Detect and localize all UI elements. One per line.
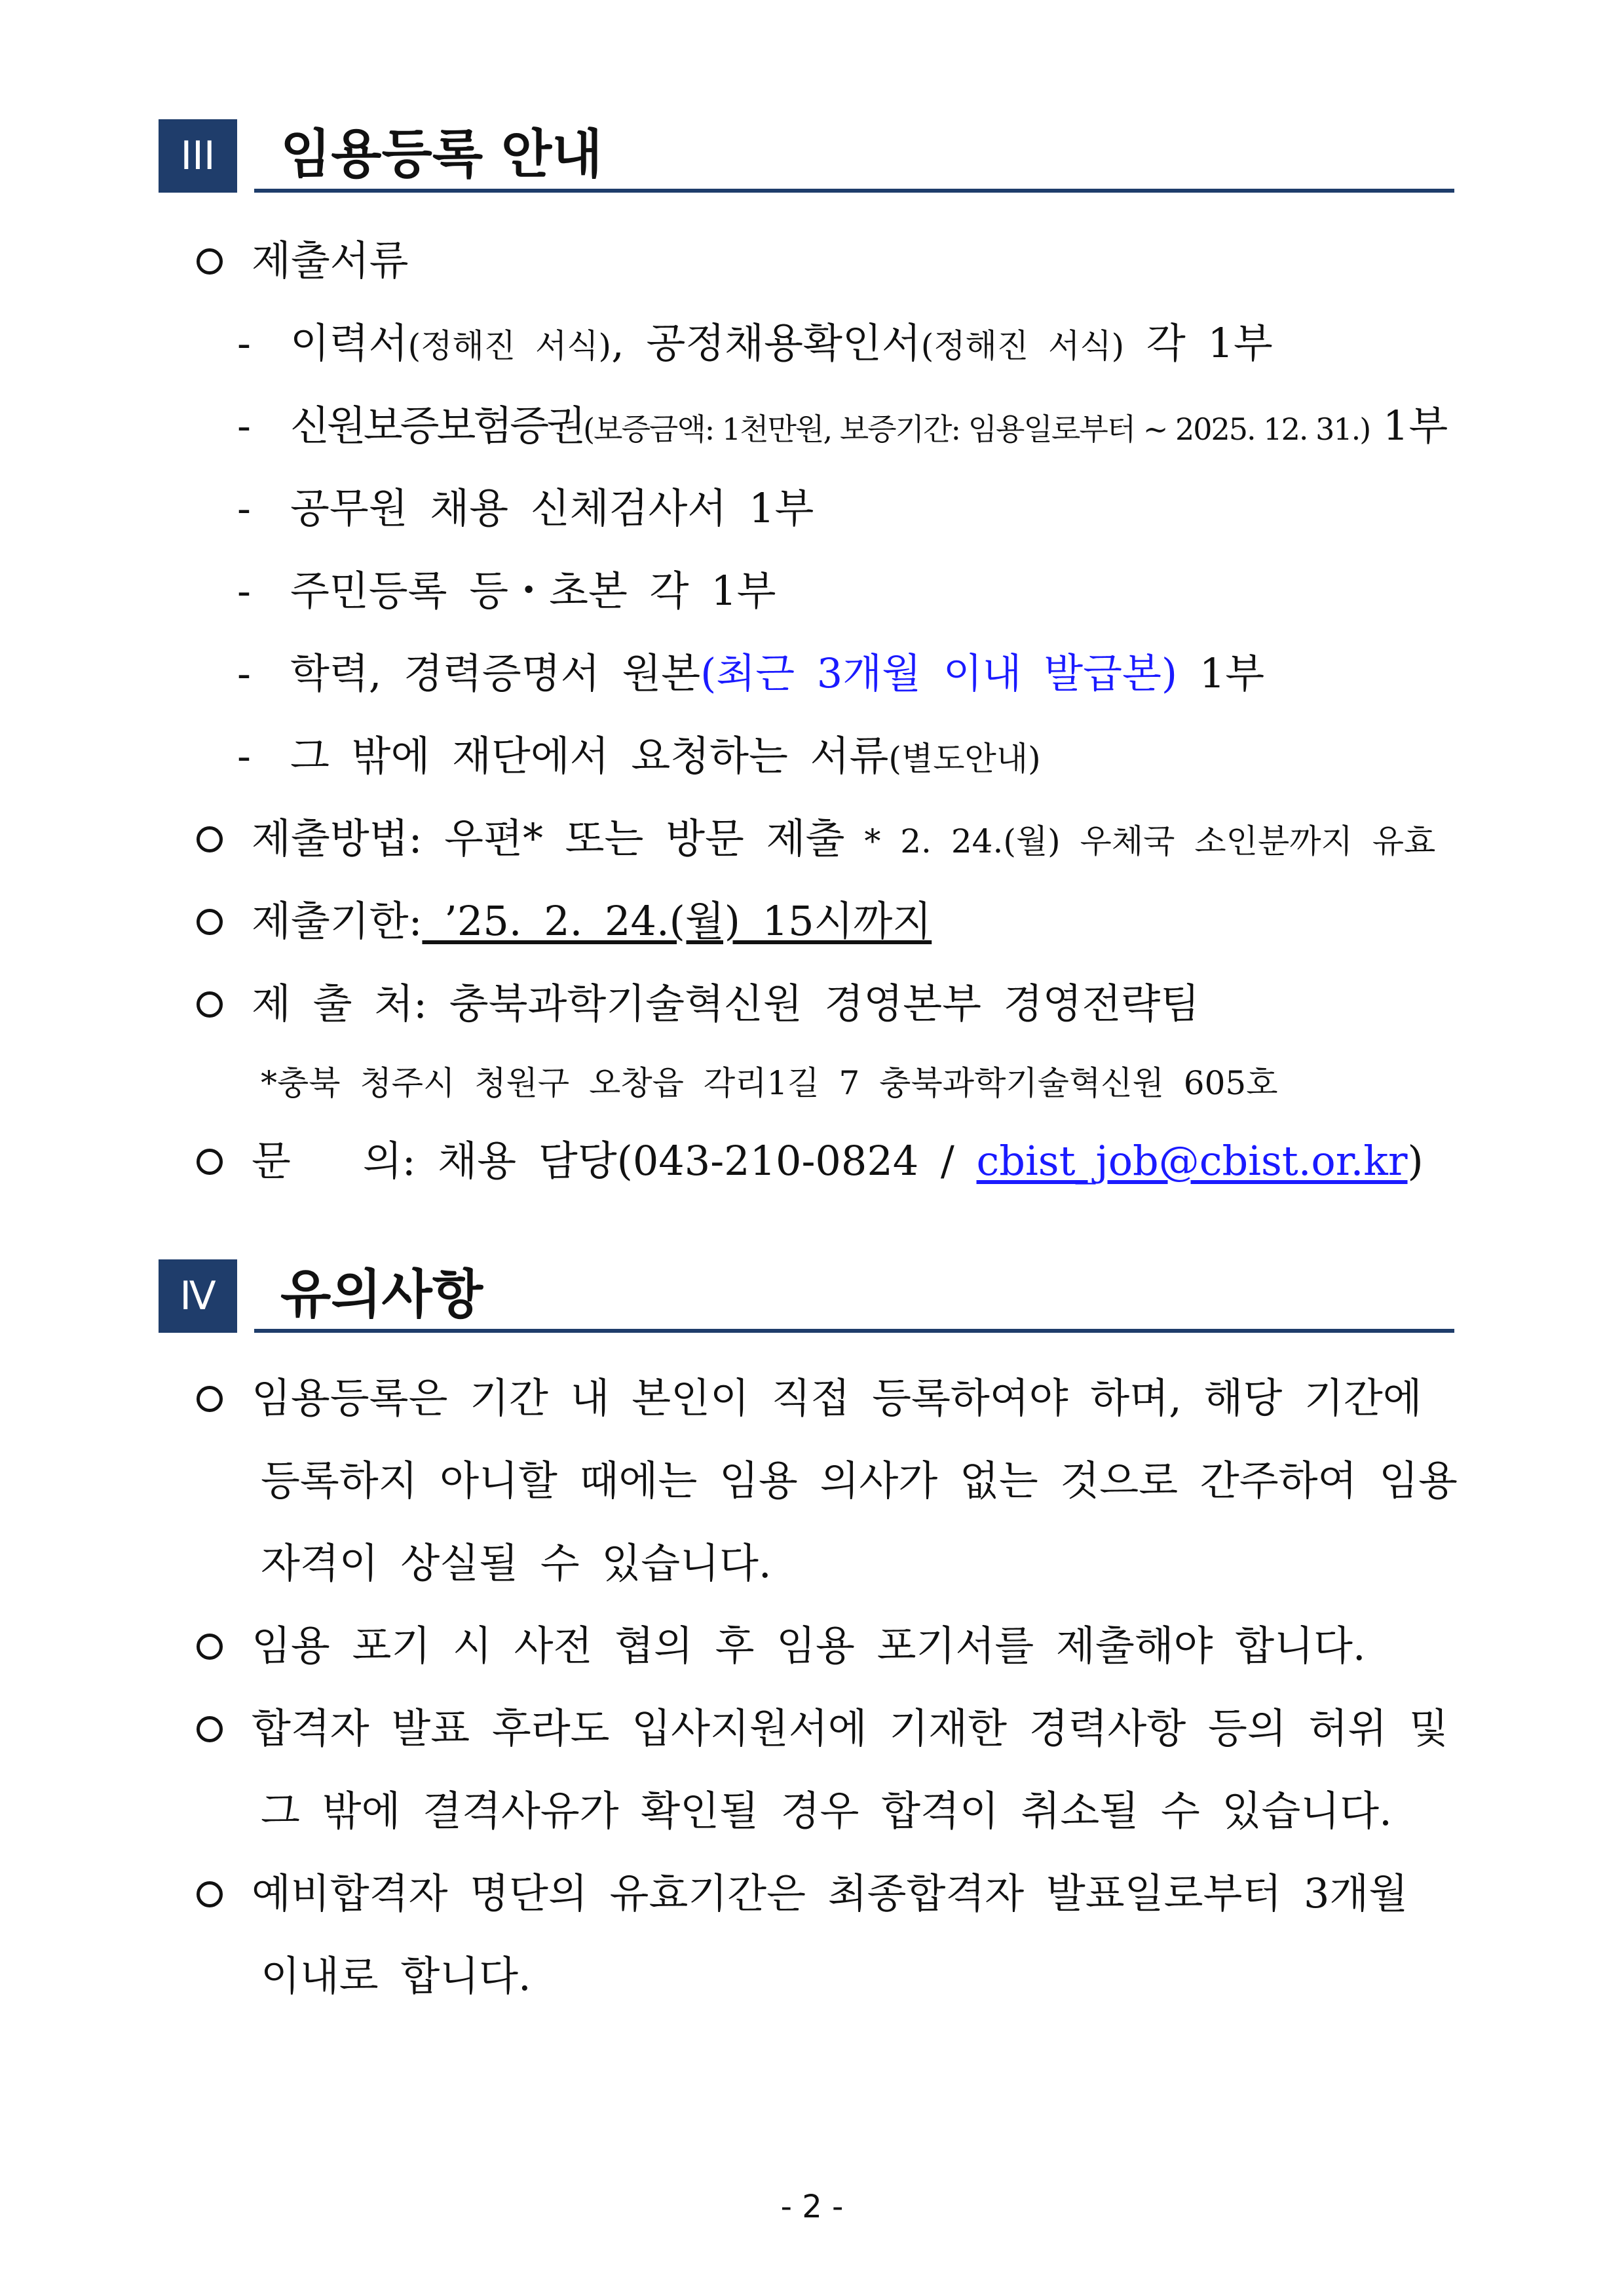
doc-item-other: - 그 밖에 재단에서 요청하는 서류(별도안내) [237,732,1041,780]
notice-item-4-line-2: 이내로 합니다. [261,1952,531,2000]
page-number: - 2 - [780,2189,844,2225]
circle-bullet-icon [197,1386,223,1412]
section-3-rule [254,189,1454,193]
circle-bullet-icon [197,909,223,935]
recent-issue-note: (최근 3개월 이내 발급본) [700,649,1178,697]
contact-line: 문 의: 채용 담당(043-210-0824 / cbist_job@cbist.or.kr) [197,1135,1424,1187]
doc-item-resident: - 주민등록 등・초본 각 1부 [237,567,776,615]
section-3-number: III [159,119,237,193]
place-address: *충북 청주시 청원구 오창읍 각리1길 7 충북과학기술혁신원 605호 [261,1064,1278,1102]
doc-item-bond: - 신원보증보험증권(보증금액: 1천만원, 보증기간: 임용일로부터 ~ 2025. 12. 31.) 1부 [237,402,1448,450]
section-4-number: Ⅳ [159,1259,237,1333]
notice-item-2: 임용 포기 시 사전 협의 후 임용 포기서를 제출해야 합니다. [197,1620,1366,1672]
notice-item-4: 예비합격자 명단의 유효기간은 최종합격자 발표일로부터 3개월 [197,1867,1408,1920]
deadline-value: ’25. 2. 24.(월) 15시까지 [422,897,932,945]
notice-item-1-line-2: 등록하지 아니할 때에는 임용 의사가 없는 것으로 간주하여 임용 [261,1457,1458,1504]
section-3-header [159,119,1454,198]
section-4-rule [254,1329,1454,1333]
contact-email-link[interactable]: cbist_job@cbist.or.kr [976,1137,1408,1185]
notice-item-1: 임용등록은 기간 내 본인이 직접 등록하여야 하며, 해당 기간에 [197,1372,1422,1425]
docs-heading: 제출서류 [197,235,409,287]
circle-bullet-icon [197,248,223,275]
notice-item-1-line-3: 자격이 상실될 수 있습니다. [261,1539,772,1587]
circle-bullet-icon [197,1149,223,1175]
circle-bullet-icon [197,1634,223,1660]
doc-item-education: - 학력, 경력증명서 원본(최근 3개월 이내 발급본) 1부 [237,649,1265,697]
method-line: 제출방법: 우편* 또는 방문 제출 * 2. 24.(월) 우체국 소인분까지 유효 [197,813,1435,868]
notice-item-3: 합격자 발표 후라도 입사지원서에 기재한 경력사항 등의 허위 및 [197,1702,1448,1755]
doc-item-resume: - 이력서(정해진 서식), 공정채용확인서(정해진 서식) 각 1부 [237,319,1273,367]
circle-bullet-icon [197,991,223,1018]
circle-bullet-icon [197,1881,223,1907]
notice-item-3-line-2: 그 밖에 결격사유가 확인될 경우 합격이 취소될 수 있습니다. [261,1787,1392,1835]
section-4-title: 유의사항 [280,1264,483,1325]
circle-bullet-icon [197,826,223,852]
doc-item-health: - 공무원 채용 신체검사서 1부 [237,484,814,532]
section-4-header [159,1259,1454,1338]
circle-bullet-icon [197,1716,223,1742]
deadline-line: 제출기한: ’25. 2. 24.(월) 15시까지 [197,895,932,947]
section-3-title: 임용등록 안내 [280,124,603,185]
place-line: 제 출 처: 충북과학기술혁신원 경영본부 경영전략팀 [197,978,1199,1030]
